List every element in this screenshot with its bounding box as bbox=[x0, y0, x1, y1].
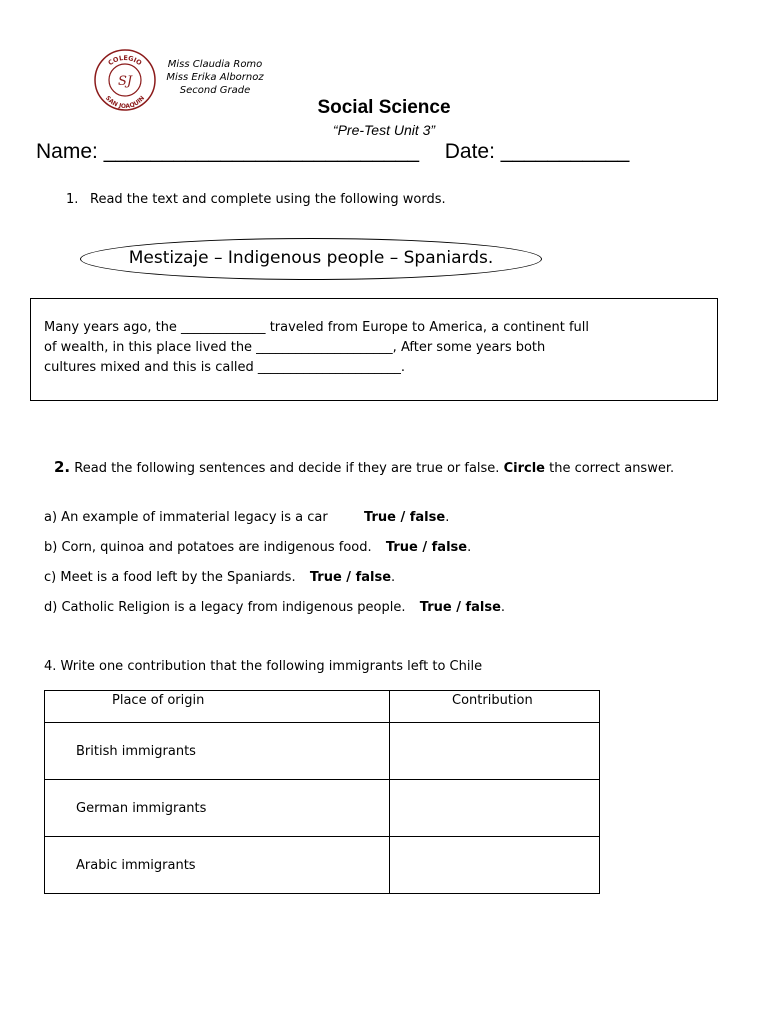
question-2-text-end: the correct answer. bbox=[549, 461, 675, 476]
grade-label: Second Grade bbox=[179, 85, 251, 96]
question-2-text: Read the following sentences and decide if they are true or false. bbox=[74, 461, 500, 476]
statement: c) Meet is a food left by the Spaniards. bbox=[44, 570, 296, 585]
contribution-cell[interactable] bbox=[390, 723, 600, 780]
paragraph-line: Many years ago, the _____________ traveled from Europe to America, a continent full bbox=[44, 320, 589, 335]
name-field[interactable]: ___________________________ bbox=[103, 140, 420, 163]
question-2-instruction bbox=[44, 456, 684, 480]
question-1-text: Read the text and complete using the following words. bbox=[90, 192, 446, 207]
svg-text:COLEGIO: COLEGIO bbox=[106, 53, 144, 68]
svg-text:SJ: SJ bbox=[117, 74, 133, 89]
page-title: Social Science bbox=[317, 97, 451, 118]
paragraph-line: cultures mixed and this is called ______________________. bbox=[44, 360, 406, 375]
paragraph-line: of wealth, in this place lived the _____________________, After some years both bbox=[44, 340, 546, 355]
svg-text:SAN JOAQUIN: SAN JOAQUIN bbox=[103, 94, 147, 111]
date-field[interactable]: ___________ bbox=[500, 140, 630, 163]
question-2-number: 2. bbox=[54, 458, 71, 476]
name-label: Name: bbox=[36, 140, 98, 163]
contribution-cell[interactable] bbox=[390, 780, 600, 837]
true-false-item: b) Corn, quinoa and potatoes are indigenous food. True / false. bbox=[44, 540, 472, 555]
statement: a) An example of immaterial legacy is a car bbox=[44, 510, 328, 525]
origin-cell: Arabic immigrants bbox=[45, 837, 390, 894]
table-row bbox=[45, 723, 600, 780]
true-false-item: d) Catholic Religion is a legacy from indigenous people. True / false. bbox=[44, 600, 506, 615]
contribution-cell[interactable] bbox=[390, 837, 600, 894]
true-false-item: a) An example of immaterial legacy is a car True / false. bbox=[44, 510, 450, 525]
question-1-instruction bbox=[66, 192, 446, 207]
word-bank: Mestizaje – Indigenous people – Spaniards. bbox=[128, 248, 494, 268]
school-logo bbox=[93, 48, 157, 112]
statement: b) Corn, quinoa and potatoes are indigenous food. bbox=[44, 540, 372, 555]
true-false-answer[interactable]: True / false bbox=[385, 540, 468, 555]
table-row bbox=[45, 780, 600, 837]
true-false-item: c) Meet is a food left by the Spaniards. True / false. bbox=[44, 570, 396, 585]
page-subtitle: “Pre-Test Unit 3” bbox=[332, 122, 436, 138]
header-contribution: Contribution bbox=[390, 691, 600, 723]
question-2-circle-word: Circle bbox=[503, 461, 545, 476]
true-false-answer[interactable]: True / false bbox=[309, 570, 392, 585]
origin-cell: British immigrants bbox=[45, 723, 390, 780]
teacher-info bbox=[150, 58, 280, 97]
question-1-number: 1. bbox=[66, 192, 79, 207]
table-header-row bbox=[45, 691, 600, 723]
date-label: Date: bbox=[444, 140, 495, 163]
header-place-of-origin: Place of origin bbox=[45, 691, 390, 723]
true-false-answer[interactable]: True / false bbox=[419, 600, 501, 615]
question-4-instruction: 4. Write one contribution that the following immigrants left to Chile bbox=[44, 659, 483, 674]
teacher-2: Miss Erika Albornoz bbox=[166, 72, 264, 83]
true-false-answer[interactable]: True / false bbox=[364, 510, 446, 525]
name-date-row bbox=[36, 140, 629, 164]
teacher-1: Miss Claudia Romo bbox=[167, 59, 263, 70]
statement: d) Catholic Religion is a legacy from indigenous people. bbox=[44, 600, 406, 615]
table-row bbox=[45, 837, 600, 894]
fill-in-paragraph bbox=[44, 318, 684, 378]
origin-cell: German immigrants bbox=[45, 780, 390, 837]
immigrants-table bbox=[44, 690, 600, 894]
